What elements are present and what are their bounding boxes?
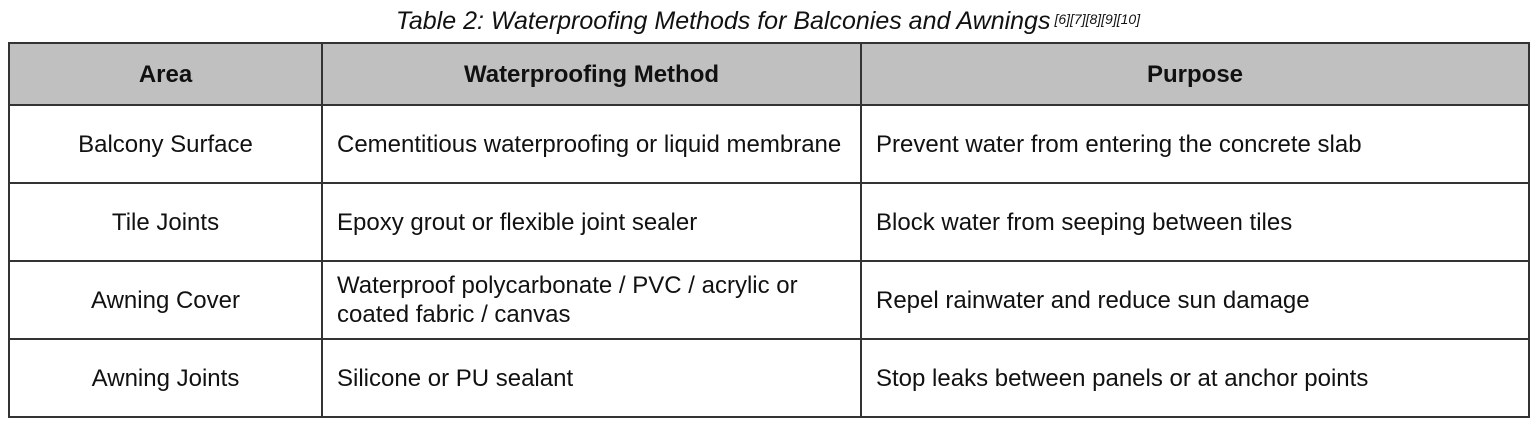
cell-method: Waterproof polycarbonate / PVC / acrylic or coated fabric / canvas: [322, 261, 861, 339]
cell-method: Epoxy grout or flexible joint sealer: [322, 183, 861, 261]
caption-text: Table 2: Waterproofing Methods for Balconies and Awnings: [395, 7, 1051, 35]
table-row: [9, 105, 1529, 183]
cell-method: Cementitious waterproofing or liquid membrane: [322, 105, 861, 183]
cell-area: Awning Cover: [9, 261, 322, 339]
cell-purpose: Block water from seeping between tiles: [861, 183, 1529, 261]
cell-purpose: Stop leaks between panels or at anchor points: [861, 339, 1529, 417]
header-purpose: Purpose: [861, 43, 1529, 105]
waterproofing-table: [8, 42, 1530, 418]
table-row: [9, 183, 1529, 261]
header-row: [9, 43, 1529, 105]
table-row: [9, 261, 1529, 339]
cell-purpose: Prevent water from entering the concrete slab: [861, 105, 1529, 183]
cell-area: Balcony Surface: [9, 105, 322, 183]
caption-references: [6][7][8][9][10]: [1054, 11, 1141, 27]
cell-purpose: Repel rainwater and reduce sun damage: [861, 261, 1529, 339]
cell-method: Silicone or PU sealant: [322, 339, 861, 417]
header-method: Waterproofing Method: [322, 43, 861, 105]
table-caption: [0, 6, 1536, 36]
cell-area: Tile Joints: [9, 183, 322, 261]
cell-area: Awning Joints: [9, 339, 322, 417]
table-row: [9, 339, 1529, 417]
header-area: Area: [9, 43, 322, 105]
